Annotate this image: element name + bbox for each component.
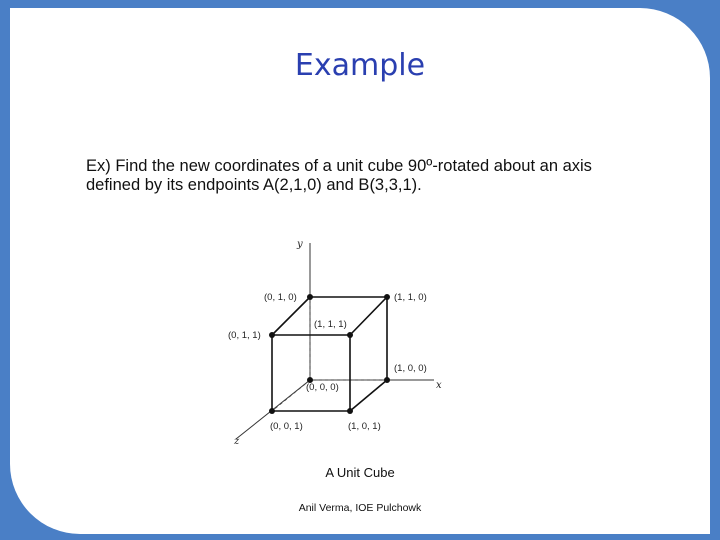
problem-statement bbox=[86, 157, 686, 195]
vertex-dot bbox=[307, 294, 313, 300]
vertex-label-011: (0, 1, 1) bbox=[228, 330, 261, 341]
vertex-dot bbox=[384, 377, 390, 383]
vertex-label-110: (1, 1, 0) bbox=[394, 292, 427, 303]
slide-title: Example bbox=[294, 48, 426, 83]
vertex-dot bbox=[347, 408, 353, 414]
author-footer: Anil Verma, IOE Pulchowk bbox=[298, 502, 422, 514]
y-axis-label: y bbox=[297, 239, 303, 250]
vertex-label-100: (1, 0, 0) bbox=[394, 363, 427, 374]
cube-edge bbox=[350, 380, 387, 411]
vertex-label-101: (1, 0, 1) bbox=[348, 421, 381, 432]
figure-caption: A Unit Cube bbox=[325, 465, 395, 480]
unit-cube-diagram bbox=[222, 225, 472, 450]
vertex-label-000: (0, 0, 0) bbox=[306, 382, 339, 393]
vertex-label-111: (1, 1, 1) bbox=[314, 319, 347, 330]
vertex-dot bbox=[269, 332, 275, 338]
x-axis-label: x bbox=[436, 380, 442, 391]
vertex-label-010: (0, 1, 0) bbox=[264, 292, 297, 303]
cube-edge bbox=[350, 297, 387, 335]
problem-line-2: defined by its endpoints A(2,1,0) and B(3,3,1). bbox=[86, 176, 422, 194]
vertex-dot bbox=[269, 408, 275, 414]
z-axis-label: z bbox=[234, 436, 240, 447]
vertex-label-001: (0, 0, 1) bbox=[270, 421, 303, 432]
vertex-dot bbox=[347, 332, 353, 338]
vertex-dot bbox=[384, 294, 390, 300]
problem-line-1: Ex) Find the new coordinates of a unit cube 90º-rotated about an axis bbox=[86, 157, 592, 175]
unit-cube-figure bbox=[222, 225, 472, 450]
